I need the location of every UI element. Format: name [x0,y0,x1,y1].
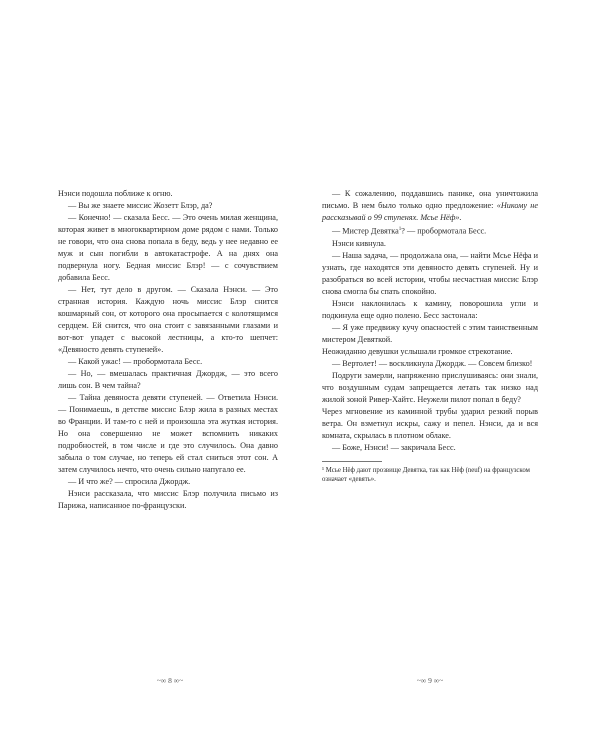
footnote-divider [322,461,382,462]
paragraph-text: — К сожалению, поддавшись панике, она уничтожила письмо. В нем было только одно предложение: [322,189,538,210]
left-page-text [58,188,278,512]
paragraph: — И что же? — спросила Джордж. [68,477,191,486]
paragraph: Нэнси рассказала, что миссис Блэр получила письмо из Парижа, написанное по-французски. [58,489,278,510]
paragraph: — Какой ужас! — пробормотала Бесс. [68,357,203,366]
footnote: ¹ Мсье Нёф дают прозвище Девятка, так как Нёф (neuf) на французском означает «девять». [322,466,530,484]
paragraph [322,224,538,238]
paragraph-text: ? — пробормотала Бесс. [401,226,487,236]
paragraph: — Вертолет! — воскликнула Джордж. — Совсем близко! [332,358,533,368]
paragraph: Нэнси наклонилась к камину, поворошила угли и подкинула еще одно полено. Бесс застонала: [322,298,538,320]
right-page-text [322,188,538,485]
page-number-right: ~∞ 9 ∞~ [416,676,444,685]
paragraph: Через мгновение из каминной трубы ударил резкий порыв ветра. Он взметнул искры, сажу и пепел. Нэнси, да и вся комната, скрылась в плотном облаке. [322,406,538,440]
paragraph: — Наша задача, — продолжала она, — найти Мсье Нёфа и узнать, где находятся эти девяносто девять ступеней. Ну и разобраться во всей истории, чтобы несчастная миссис Блэр снова смогла бы спать спокойно. [322,250,538,296]
paragraph: — Но, — вмешалась практичная Джордж, — это всего лишь сон. В чем тайна? [58,369,278,390]
page-number-left: ~∞ 8 ∞~ [156,676,184,685]
paragraph: — Вы же знаете миссис Жозетт Блэр, да? [68,201,213,210]
paragraph: — Боже, Нэнси! — закричала Бесс. [332,442,456,452]
left-page [58,188,278,512]
paragraph: — Я уже предвижу кучу опасностей с этим таинственным мистером Девяткой. [322,322,538,344]
paragraph: — Тайна девяноста девяти ступеней. — Ответила Нэнси. — Понимаешь, в детстве миссис Блэр жила в разных местах во Франции. И там-то с ней и произошла эта жуткая история. Но она совершенно не может вспомнить никаких подробностей, в том числе и где это случилось. Она давно забыла о том случае, но теперь ей стал сниться этот сон. А затем случилось нечто, что очень сильно напугало ее. [58,393,278,474]
paragraph-text: — Мистер Девятка [332,226,399,236]
paragraph: Нэнси кивнула. [332,238,386,248]
paragraph: — Конечно! — сказала Бесс. — Это очень милая женщина, которая живет в многоквартирном доме рядом с нами. Только не говори, что она снова попала в беду, ведь у нее недавно ее муж и сын погибли в автокатастрофе. А на днях она подвернула ногу. Бедная миссис Блэр! — с сочувствием добавила Бесс. [58,213,278,282]
letter-quote: «Никому не рассказывай о 99 ступенях. Мсье Нёф». [322,201,539,222]
paragraph [322,188,538,224]
paragraph: — Нет, тут дело в другом. — Сказала Нэнси. — Это странная история. Каждую ночь миссис Блэр снится кошмарный сон, от которого она просыпается с колотящимся сердцем. Ей снится, что она стоит с завязанными глазами и вот-вот упадет с высокой лестницы, а кто-то шепчет: «Девяносто девять ступеней». [58,285,278,354]
paragraph: Нэнси подошла поближе к огню. [58,189,173,198]
footnote-marker: 1 [398,227,402,232]
paragraph: Неожиданно девушки услышали громкое стрекотание. [322,346,513,356]
paragraph: Подруги замерли, напряженно прислушиваясь: они знали, что воздушным судам запрещается летать так низко над жилой зоной Ривер-Хайтс. Неужели пилот попал в беду? [322,370,538,404]
right-page [322,188,538,485]
